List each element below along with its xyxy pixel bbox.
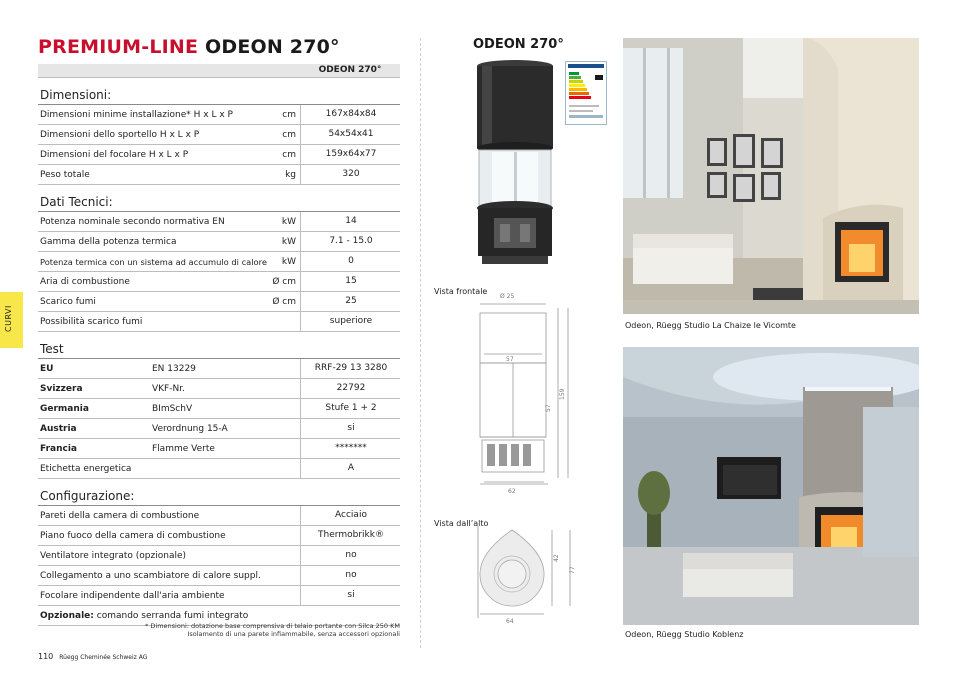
dim-width-top: 57 [506, 356, 514, 363]
section-technical: Dati Tecnici: [38, 185, 400, 212]
table-row: Francia Flamme Verte ******* [38, 439, 400, 459]
product-heading: ODEON 270° [473, 37, 564, 52]
table-row: Aria di combustione Ø cm 15 [38, 272, 400, 292]
table-row: Dimensioni minime installazione* H x L x P cm 167x84x84 [38, 105, 400, 125]
table-row: Dimensioni del focolare H x L x P cm 159x64x77 [38, 145, 400, 165]
company-name: Rüegg Cheminée Schweiz AG [59, 654, 148, 661]
title-model: ODEON 270° [205, 36, 340, 58]
table-row: Germania BImSchV Stufe 1 + 2 [38, 399, 400, 419]
table-row: Svizzera VKF-Nr. 22792 [38, 379, 400, 399]
top-view-caption: Vista dall’alto [434, 519, 489, 528]
table-row: Peso totale kg 320 [38, 165, 400, 185]
side-tab: CURVI [0, 292, 23, 348]
dim-height-inner: 57 [545, 404, 552, 412]
section-configuration: Configurazione: [38, 479, 400, 506]
table-row: EU EN 13229 RRF-29 13 3280 [38, 359, 400, 379]
spec-table [38, 64, 400, 626]
photo2-caption: Odeon, Rüegg Studio Koblenz [625, 630, 744, 639]
model-column-header: ODEON 270° [38, 64, 400, 78]
table-row: Gamma della potenza termica kW 7.1 - 15.0 [38, 232, 400, 252]
table-row: Austria Verordnung 15-A si [38, 419, 400, 439]
photo1-caption: Odeon, Rüegg Studio La Chaize le Vicomte [625, 321, 796, 330]
stove-photo [470, 58, 560, 272]
page-title [38, 36, 340, 58]
page-number: 110 [38, 652, 54, 661]
table-row: Focolare indipendente dall'aria ambiente si [38, 586, 400, 606]
column-divider [420, 38, 421, 648]
table-row: Collegamento a uno scambiatore di calore suppl. no [38, 566, 400, 586]
front-view-drawing [470, 288, 582, 500]
energy-label-graphic [565, 61, 607, 125]
table-row: Pareti della camera di combustione Acciaio [38, 506, 400, 526]
table-row: Possibilità scarico fumi superiore [38, 312, 400, 332]
top-view-drawing [470, 522, 582, 626]
section-dimensions: Dimensioni: [38, 78, 400, 105]
front-view-caption: Vista frontale [434, 287, 488, 296]
dim-depth: 42 [553, 554, 560, 562]
footnote: * Dimensioni: dotazione base comprensiva di telaio portante con Silca 250 KM Isolamento di una parete infiammabile, senza accessori opzionali [145, 622, 400, 638]
room-photo-1 [623, 38, 919, 314]
table-row: Opzionale: comando serranda fumi integrato [38, 606, 400, 626]
table-row: Potenza nominale secondo normativa EN kW 14 [38, 212, 400, 232]
table-row: Scarico fumi Ø cm 25 [38, 292, 400, 312]
dim-flue: Ø 25 [500, 293, 515, 300]
table-row: Ventilatore integrato (opzionale) no [38, 546, 400, 566]
dim-width: 64 [506, 618, 514, 625]
title-prefix: PREMIUM-LINE [38, 36, 199, 58]
table-row: Etichetta energetica A [38, 459, 400, 479]
room-photo-2 [623, 347, 919, 625]
dim-height-total: 159 [559, 388, 566, 400]
section-test: Test [38, 332, 400, 359]
table-row: Dimensioni dello sportello H x L x P cm 54x54x41 [38, 125, 400, 145]
table-row: Piano fuoco della camera di combustione Thermobrikk® [38, 526, 400, 546]
dim-depth-total: 77 [569, 566, 576, 574]
table-row: Potenza termica con un sistema ad accumulo di calore kW 0 [38, 252, 400, 272]
page-footer [38, 652, 147, 661]
dim-width-bottom: 62 [508, 488, 516, 495]
